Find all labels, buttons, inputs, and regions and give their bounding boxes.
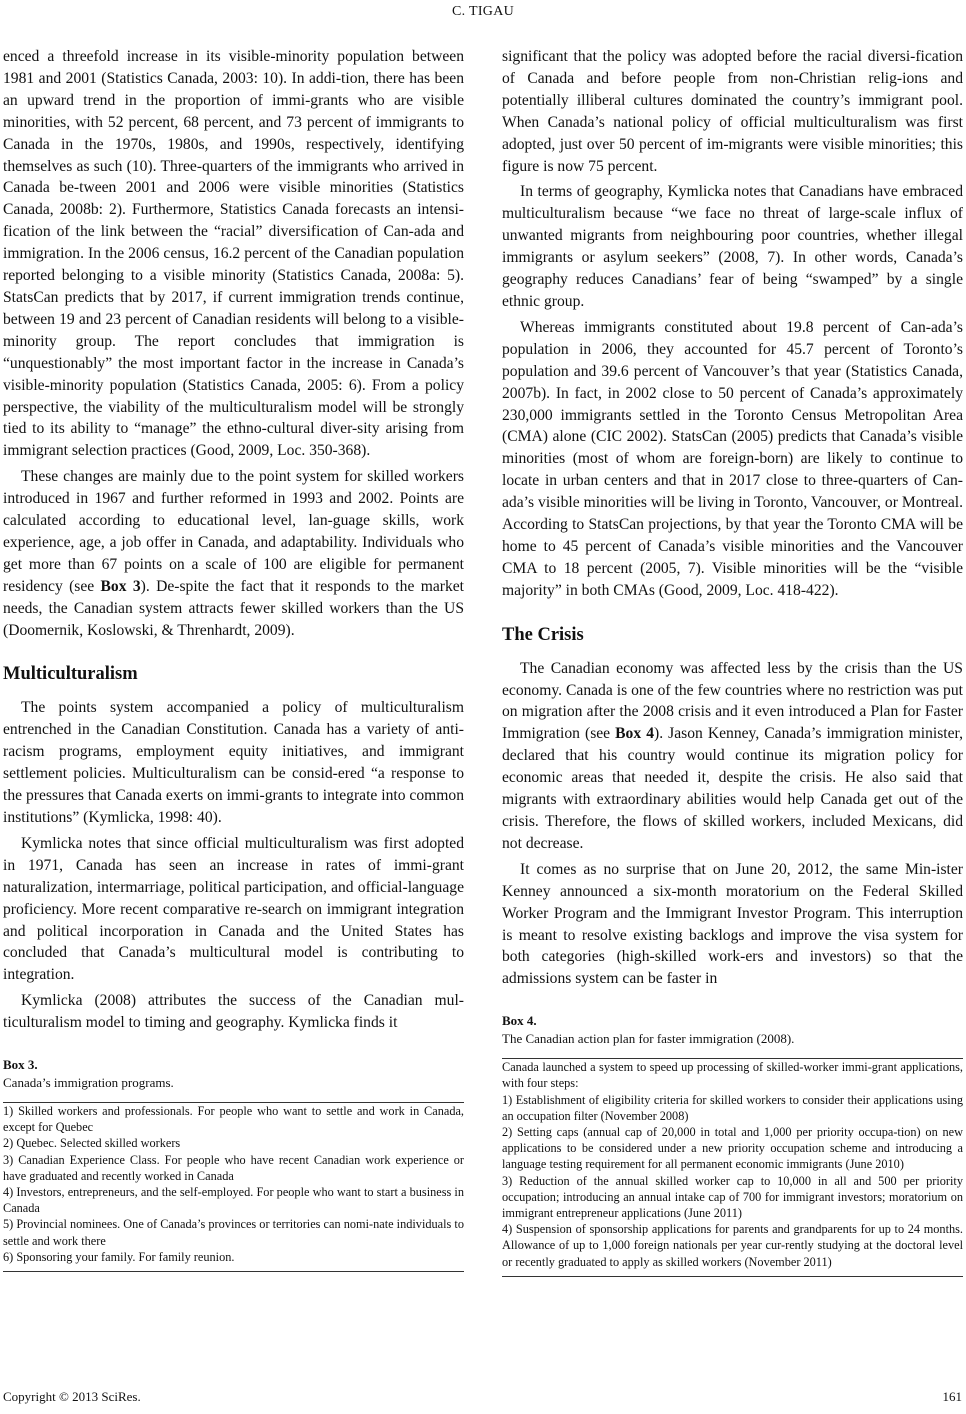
paragraph: significant that the policy was adopted before the racial diversi-fication of Canada and before people from non-Christian relig-ions and potentially illiberal cultures dominated the country’s immigrant pool. When Canada’s national policy of official multiculturalism was first adopted, just over 50 percent of im-migrants were visible minorities; this figure is now 75 percent. (502, 48, 963, 175)
box-item: 5) Provincial nominees. One of Canada’s provinces or territories can nomi-nate individuals to settle and work there (3, 1217, 464, 1248)
right-column (502, 46, 963, 1277)
box-4 (502, 1012, 963, 1277)
paragraph (502, 658, 963, 855)
box-item: 1) Establishment of eligibility criteria for skilled workers to consider their applications using an occupation filter (November 2008) (502, 1092, 963, 1123)
text-run: ). Jason Kenney, Canada’s immigration minister, declared that his country would continue its migration policy for economic areas that needed it, despite the crisis. He also said that migrants with extraordinary abilities would help Canada get out of the crisis. Therefore, the flows of skilled workers, included Mexicans, did not decrease. (502, 725, 963, 852)
left-column (3, 46, 464, 1272)
box-reference: Box 4 (615, 725, 654, 743)
page-number: 161 (942, 1389, 962, 1404)
paragraph: Whereas immigrants constituted about 19.8 percent of Can-ada’s population in 2006, they accounted for 45.7 percent of Toronto’s population and 39.6 percent of Vancouver’s that year (Statistics Canada, 2007b). In fact, in 2002 close to 50 percent of Canada’s approximately 230,000 immigrants settled in the Toronto Census Metropolitan Area (CMA) alone (CIC 2002). StatsCan (2005) predicts that Canada’s visible minorities (most of whom are foreign-born) are likely to continue to locate in urban centers and that in 2017 close to three-quarters of Can-ada’s visible minorities will be living in Toronto, Vancouver, or Montreal. According to StatsCan projections, by that year the Toronto CMA will be home to 45 percent of Canada’s visible minorities and the Vancouver CMA to 18 percent (2005, 7). Visible minorities will be the “visible majority” in both CMAs (Good, 2009, Loc. 418-422). (502, 318, 963, 599)
paragraph (3, 466, 464, 641)
box-item: 2) Quebec. Selected skilled workers (3, 1136, 181, 1151)
box-title: Box 3. (3, 1057, 38, 1073)
section-heading: Multiculturalism (3, 664, 138, 685)
box-item: 3) Canadian Experience Class. For people who have recent Canadian work experience or have graduated and recently worked in Canada (3, 1152, 464, 1183)
paragraph: It comes as no surprise that on June 20, 2012, the same Min-ister Kenney announced a six-month moratorium on the Federal Skilled Worker Program and the Immigrant Investor Program. This interruption is meant to resolve existing backlogs and improve the visa system for both categories (high-skilled work-ers and investors) so that the admissions system can be faster in (502, 860, 963, 988)
paragraph: Kymlicka (2008) attributes the success of the Canadian mul-ticulturalism model to timing and geography. Kymlicka finds it (3, 992, 464, 1032)
box-item: 1) Skilled workers and professionals. For people who want to settle and work in Canada, except for Quebec (3, 1104, 464, 1135)
paragraph: In terms of geography, Kymlicka notes that Canadians have embraced multiculturalism because “we face no threat of large-scale influx of unwanted migrants from neighbouring poor countries, whether illegal immigrants or asylum seekers” (2008, 7). In other words, Canada’s geography reduces Canadians’ fear of being “swamped” by a single ethnic group. (502, 183, 963, 310)
box-rule (502, 1276, 963, 1277)
box-subtitle: The Canadian action plan for faster immigration (2008). (502, 1031, 795, 1047)
box-rule (3, 1271, 464, 1272)
box-item: 4) Suspension of sponsorship applications for parents and grandparents for up to 24 months. Allowance of up to 1,000 foreign nationals per year cur-rently studying at the doctoral level or recently graduated to apply as skilled workers (November 2011) (502, 1222, 963, 1269)
box-item: 2) Setting caps (annual cap of 20,000 in total and 1,000 per priority occupa-tion) on new applications to be considered under a new priority occupation scheme and introducing a language testing requirement for all permanent economic immigrants (June 2010) (502, 1125, 963, 1172)
box-reference: Box 3 (100, 577, 141, 595)
paragraph: enced a threefold increase in its visible-minority population between 1981 and 2001 (Statistics Canada, 2003: 10). In addi-tion, there has been an upward trend in the proportion of immi-grants who are visible minorities, with 52 percent, 68 percent, and 73 percent of immigrants to Canada in the 1970s, 1980s, and 1990s, respectively, identifying themselves as such (10). Three-quarters of the immigrants who arrived in Canada be-tween 2001 and 2006 were visible minorities (Statistics Canada, 2008b: 2). Furthermore, Statistics Canada forecasts an intensi-fication of the link between the “racial” diversification of Can-ada and immigration. In the 2006 census, 16.2 percent of the Canadian population reported belonging to a visible minority (Statistics Canada, 2008a: 5). StatsCan predicts that by 2017, if current immigration trends continue, between 19 and 23 percent of Canadian residents will belong to a visible-minority group. The report concludes that immigration is “unquestionably” the most important factor in the increase in Canada’s visible-minority population (Statistics Canada, 2005: 6). From a policy perspective, the viability of the multiculturalism model will be strongly tied to its ability to “manage” the ethno-cultural diver-sity arising from immigrant selection practices (Good, 2009, Loc. 350-368). (3, 48, 464, 460)
box-title: Box 4. (502, 1013, 537, 1029)
running-head: C. TIGAU (451, 4, 515, 19)
section-heading: The Crisis (502, 624, 584, 645)
box-item: Canada launched a system to speed up processing of skilled-worker immi-grant applications, with four steps: (502, 1060, 963, 1091)
box-item: 6) Sponsoring your family. For family reunion. (3, 1249, 235, 1264)
copyright-footer: Copyright © 2013 SciRes. (3, 1389, 141, 1404)
text-run: ). De-spite the fact that it responds to the market needs, the Canadian system attracts fewer skilled workers than the US (Doomernik, Koslowski, & Threnhardt, 2009). (3, 577, 464, 639)
box-subtitle: Canada’s immigration programs. (3, 1075, 174, 1091)
box-item: 4) Investors, entrepreneurs, and the self-employed. For people who want to start a business in Canada (3, 1185, 464, 1216)
text-run: These changes are mainly due to the point system for skilled workers introduced in 1967 and further reformed in 1993 and 2002. Points are calculated according to educational level, lan-guage skills, work experience, age, a job offer in Canada, and adaptability. Individuals who get more than 67 points on a scale of 100 are eligible for permanent residency (see (3, 468, 464, 595)
paragraph: The points system accompanied a policy of multiculturalism entrenched in the Canadian Constitution. Canada has a variety of anti-racism programs, employment equity initiatives, and immigrant settlement policies. Multiculturalism can be consid-ered “a response to the pressures that Canada exerts on immi-grants to integrate into common institutions” (Kymlicka, 1998: 40). (3, 699, 464, 826)
paragraph: Kymlicka notes that since official multiculturalism was first adopted in 1971, Canada has seen an increase in rates of immi-grant naturalization, intermarriage, political participation, and official-language proficiency. More recent comparative re-search on immigrant integration and political incorporation in Canada and the United States has concluded that Canada’s multicultural model is contributing to integration. (3, 834, 464, 984)
text-run: The Canadian economy was affected less by the crisis than the US economy. Canada is one of the few countries where no restriction was put on migration after the 2008 crisis and it even introduced a Plan for Faster Immigration (see (502, 659, 963, 743)
box-3 (3, 1056, 464, 1272)
box-item: 3) Reduction of the annual skilled worker cap to 10,000 in all and 500 per priority occupation; introducing an annual intake cap of 700 for immigrant investors; moratorium on immigrant entrepreneur applications (June 2011) (502, 1173, 963, 1221)
